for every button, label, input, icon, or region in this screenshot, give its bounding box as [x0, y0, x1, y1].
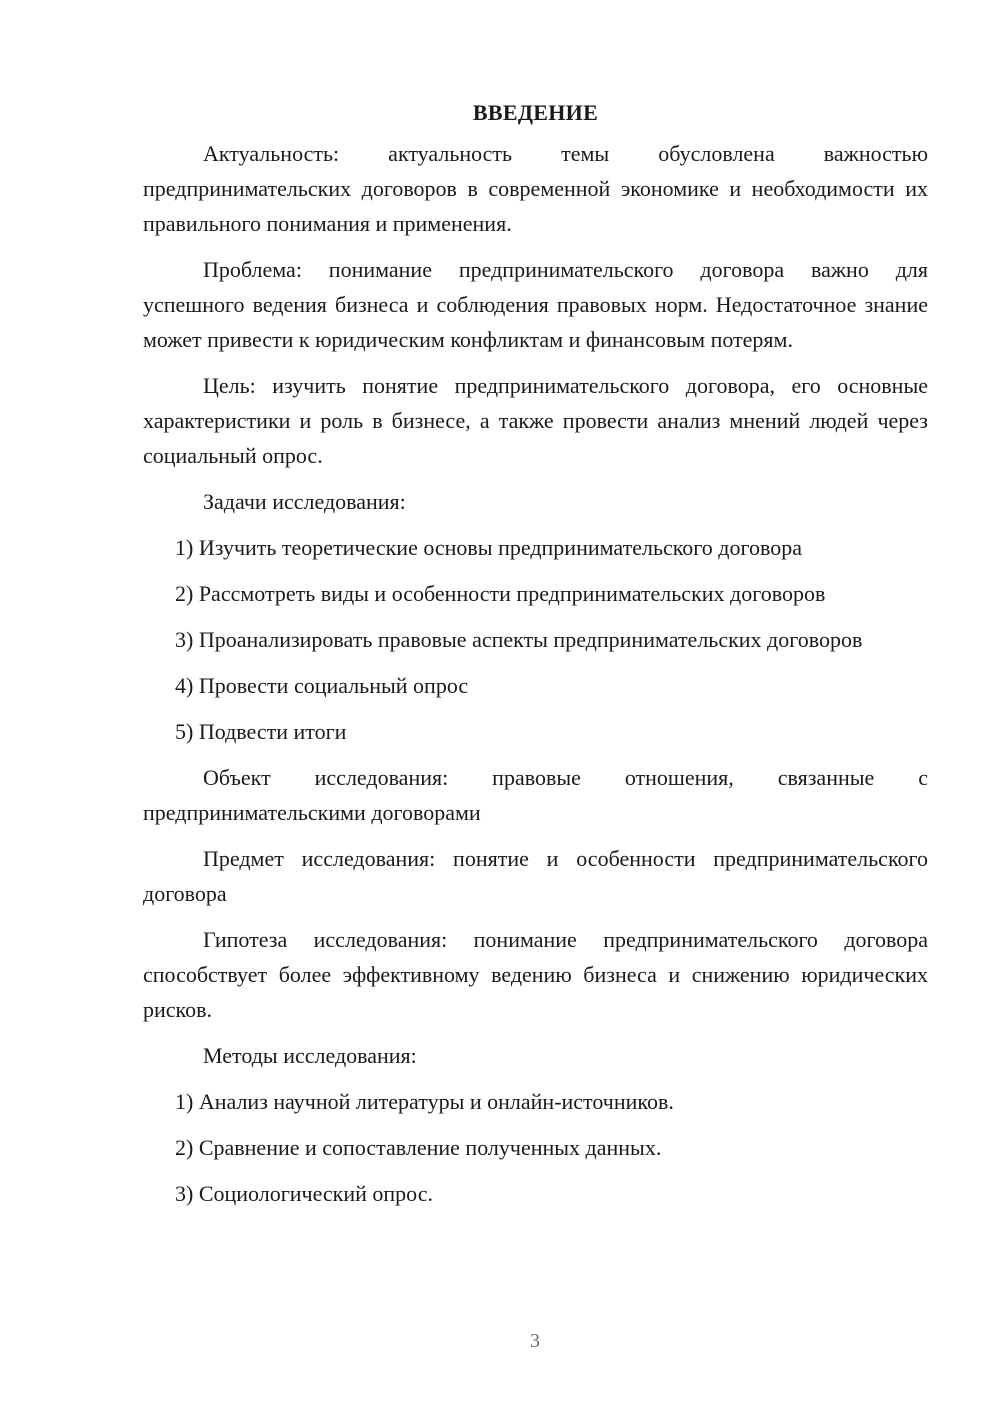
goal-paragraph: Цель: изучить понятие предпринимательского договора, его основные характеристики и роль в бизнесе, а также провести анализ мнений людей через социальный опрос.	[143, 373, 928, 468]
task-item: 3) Проанализировать правовые аспекты предпринимательских договоров	[175, 627, 863, 652]
task-item: 2) Рассмотреть виды и особенности предпринимательских договоров	[175, 581, 826, 606]
problem-paragraph: Проблема: понимание предпринимательского договора важно для успешного ведения бизнеса и соблюдения правовых норм. Недостаточное знание может привести к юридическим конфликтам и финансовым потерям.	[143, 257, 928, 352]
relevance-paragraph: Актуальность: актуальность темы обусловлена важностью предпринимательских договоров в современной экономике и необходимости их правильного понимания и применения.	[143, 141, 928, 236]
task-item: 5) Подвести итоги	[175, 719, 347, 744]
method-item: 3) Социологический опрос.	[175, 1181, 433, 1206]
page-number: 3	[530, 1330, 540, 1352]
hypothesis-paragraph: Гипотеза исследования: понимание предпринимательского договора способствует более эффективному ведению бизнеса и снижению юридических рисков.	[143, 927, 928, 1022]
method-item: 2) Сравнение и сопоставление полученных данных.	[175, 1135, 662, 1160]
document-title: ВВЕДЕНИЕ	[472, 100, 599, 125]
document-page	[143, 95, 928, 1222]
tasks-heading: Задачи исследования:	[203, 489, 406, 514]
task-item: 4) Провести социальный опрос	[175, 673, 469, 698]
task-item: 1) Изучить теоретические основы предпринимательского договора	[175, 535, 802, 560]
methods-heading: Методы исследования:	[203, 1043, 417, 1068]
method-item: 1) Анализ научной литературы и онлайн-источников.	[175, 1089, 674, 1114]
subject-paragraph: Предмет исследования: понятие и особенности предпринимательского договора	[143, 846, 928, 906]
object-paragraph: Объект исследования: правовые отношения, связанные с предпринимательскими договорами	[143, 765, 928, 825]
